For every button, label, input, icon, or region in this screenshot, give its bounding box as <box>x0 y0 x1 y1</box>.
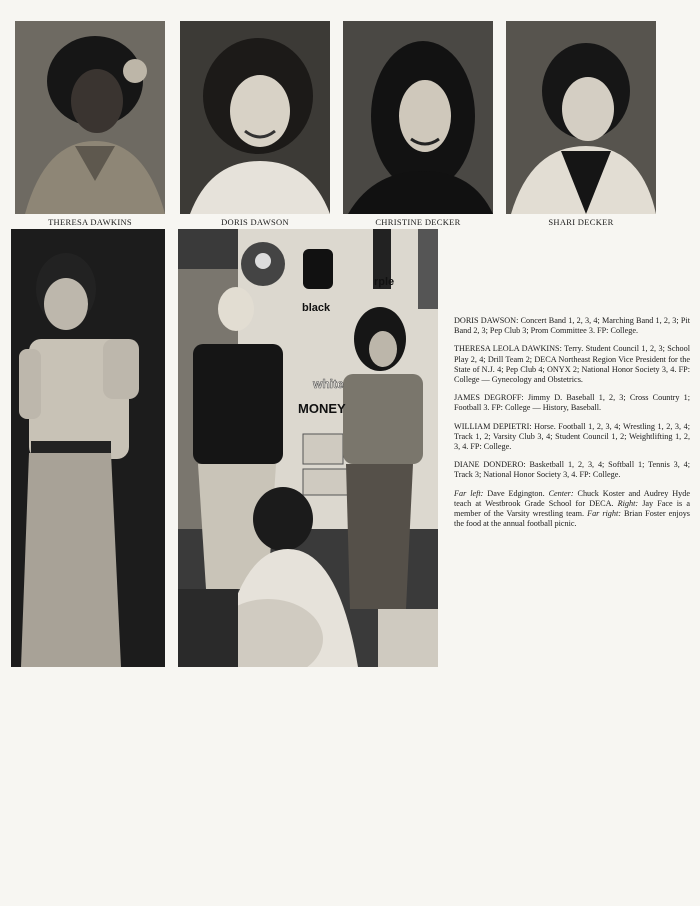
caption-text: Chuck Koster and Audrey Hyde teach at Westbrook Grade School for DECA. <box>454 488 690 508</box>
caption-label: Far left: <box>454 488 484 498</box>
bio-entry <box>454 344 690 385</box>
portrait-christine-decker <box>343 21 493 214</box>
bio-text: Terry. Student Council 1, 2, 3; School Play 2, 4; Drill Team 2; DECA Northeast Region Vice President for the State of N.J. 4; Pep Club 4; ONYX 2; National Honor Society 3, 4. FP: College — Gynecology and Obstetrics. <box>454 344 691 385</box>
portrait-doris-dawson <box>180 21 330 214</box>
caption-label: Center: <box>548 488 574 498</box>
caption-text: Brian Foster enjoys the food at the annual football picnic. <box>454 509 690 529</box>
bio-text: Basketball 1, 2, 3, 4; Softball 1; Tennis 3, 4; Track 3; National Honor Society 3, 4. FP: College. <box>454 460 691 480</box>
bio-text: Horse. Football 1, 2, 3, 4; Wrestling 1, 2, 3, 4; Track 1, 2; Varsity Club 3, 4; Student Council 1, 2; Weightlifting 1, 2, 3, 4. FP: College. <box>454 421 690 452</box>
bio-name: DIANE DONDERO: <box>454 460 526 470</box>
portrait-caption: SHARI DECKER <box>548 217 614 227</box>
bio-entry <box>454 460 690 480</box>
bio-entry <box>454 422 690 453</box>
bio-entry <box>454 316 690 336</box>
bio-name: WILLIAM DEPIETRI: <box>454 421 532 431</box>
classroom-sign-black: black <box>302 302 331 314</box>
classroom-sign-white: white <box>313 377 344 391</box>
portrait-caption: CHRISTINE DECKER <box>375 217 461 227</box>
senior-biographies <box>454 316 690 537</box>
bio-entry <box>454 393 690 413</box>
portrait-caption: DORIS DAWSON <box>221 217 289 227</box>
bio-name: JAMES DEGROFF: <box>454 393 524 403</box>
portrait-theresa-dawkins <box>15 21 165 214</box>
photo-caption <box>454 489 690 530</box>
caption-text: Jay Face is a member of the Varsity wrestling team. <box>454 498 690 519</box>
classroom-photo <box>178 229 438 667</box>
classroom-sign-purple: rple <box>374 276 395 288</box>
portrait-shari-decker <box>506 21 656 214</box>
candid-photo-dave-edgington <box>11 229 165 667</box>
bio-text: Jimmy D. Baseball 1, 2, 3; Cross Country 1; Football 3. FP: College — History, Baseball. <box>454 393 690 413</box>
bio-name: THERESA LEOLA DAWKINS: <box>454 344 562 354</box>
bio-name: DORIS DAWSON: <box>454 316 519 325</box>
caption-text: Dave Edgington. <box>483 488 549 498</box>
classroom-sign-money: MONEY <box>298 401 346 416</box>
caption-label: Far right: <box>587 509 621 519</box>
bio-text: Concert Band 1, 2, 3, 4; Marching Band 1, 2, 3; Pit Band 2, 3; Pep Club 3; Prom Committee 3. FP: College. <box>454 316 691 336</box>
portrait-caption: THERESA DAWKINS <box>48 217 132 227</box>
caption-label: Right: <box>617 498 639 508</box>
